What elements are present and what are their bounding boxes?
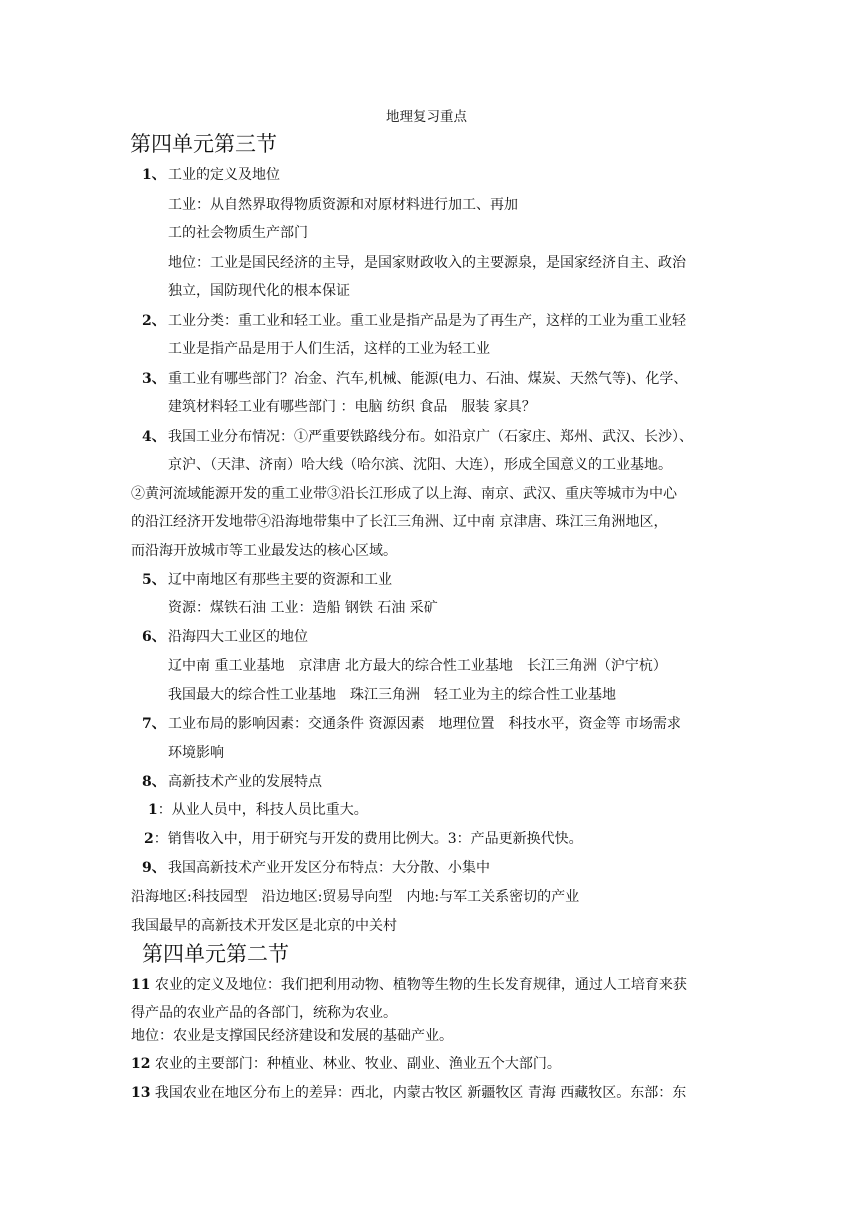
paragraph-line: 工业：从自然界取得物质资源和对原材料进行加工、再加 bbox=[168, 197, 518, 213]
section-heading-2: 第四单元第二节 bbox=[142, 942, 289, 966]
paragraph-line: 地位：农业是支撑国民经济建设和发展的基础产业。 bbox=[131, 1028, 453, 1044]
item-9 bbox=[142, 859, 490, 877]
item-text: 沿海四大工业区的地位 bbox=[168, 629, 308, 645]
sub-item-number: 2 bbox=[144, 831, 154, 847]
item-text: 我国工业分布情况：①严重要铁路线分布。如沿京广（石家庄、郑州、武汉、长沙）、 bbox=[168, 429, 693, 445]
item-12 bbox=[131, 1055, 561, 1073]
item-text: 高新技术产业的发展特点 bbox=[168, 774, 322, 790]
paragraph-line: 京沪、（天津、济南）哈大线（哈尔滨、沈阳、大连），形成全国意义的工业基地。 bbox=[168, 457, 672, 473]
item-text: 工业布局的影响因素：交通条件 资源因素 地理位置 科技水平，资金等 市场需求 bbox=[168, 716, 681, 732]
item-11 bbox=[131, 976, 687, 994]
sub-item-text: ：销售收入中，用于研究与开发的费用比例大。3：产品更新换代快。 bbox=[153, 831, 583, 847]
item-number: 11 bbox=[131, 977, 151, 993]
paragraph-line: 我国最早的高新技术开发区是北京的中关村 bbox=[131, 918, 397, 934]
item-13 bbox=[131, 1084, 686, 1102]
paragraph-line: 的沿江经济开发地带④沿海地带集中了长江三角洲、辽中南 京津唐、珠江三角洲地区， bbox=[131, 514, 668, 530]
sub-item bbox=[148, 801, 368, 819]
item-number: 12 bbox=[131, 1056, 151, 1072]
item-text: 我国高新技术产业开发区分布特点：大分散、小集中 bbox=[168, 860, 490, 876]
item-4 bbox=[142, 428, 693, 446]
item-1 bbox=[142, 166, 280, 184]
item-text: 工业分类：重工业和轻工业。重工业是指产品是为了再生产，这样的工业为重工业轻 bbox=[168, 313, 686, 329]
item-number: 2、 bbox=[142, 313, 166, 329]
paragraph-line: 工业是指产品是用于人们生活，这样的工业为轻工业 bbox=[168, 341, 490, 357]
item-number: 5、 bbox=[142, 572, 166, 588]
paragraph-line: 而沿海开放城市等工业最发达的核心区域。 bbox=[131, 543, 397, 559]
item-number: 3、 bbox=[142, 371, 166, 387]
item-3 bbox=[142, 370, 687, 388]
item-text: 辽中南地区有那些主要的资源和工业 bbox=[168, 572, 392, 588]
paragraph-line: 建筑材料轻工业有哪些部门 ：电脑 纺织 食品 服装 家具？ bbox=[168, 399, 536, 415]
item-number: 6、 bbox=[142, 629, 166, 645]
paragraph-line: 环境影响 bbox=[168, 745, 224, 761]
item-text: 农业的定义及地位：我们把利用动物、植物等生物的生长发育规律，通过人工培育来获 bbox=[150, 977, 687, 993]
sub-item-number: 1 bbox=[148, 802, 158, 818]
item-number: 7、 bbox=[142, 716, 166, 732]
item-number: 4、 bbox=[142, 429, 166, 445]
item-number: 13 bbox=[131, 1085, 151, 1101]
paragraph-line: 地位：工业是国民经济的主导，是国家财政收入的主要源泉，是国家经济自主、政治 bbox=[168, 255, 686, 271]
paragraph-line: 工的社会物质生产部门 bbox=[168, 225, 308, 241]
paragraph-line: ②黄河流域能源开发的重工业带③沿长江形成了以上海、南京、武汉、重庆等城市为中心 bbox=[131, 486, 677, 502]
sub-item-text: ：从业人员中，科技人员比重大。 bbox=[157, 802, 368, 818]
item-number: 8、 bbox=[142, 774, 166, 790]
item-6 bbox=[142, 628, 308, 646]
paragraph-line: 独立，国防现代化的根本保证 bbox=[168, 283, 350, 299]
document-title: 地理复习重点 bbox=[386, 109, 467, 125]
item-text: 我国农业在地区分布上的差异：西北，内蒙古牧区 新疆牧区 青海 西藏牧区。东部：东 bbox=[150, 1085, 687, 1101]
item-5 bbox=[142, 571, 392, 589]
sub-item bbox=[144, 830, 583, 848]
paragraph-line: 我国最大的综合性工业基地 珠江三角洲 轻工业为主的综合性工业基地 bbox=[168, 687, 616, 703]
paragraph-line: 资源：煤铁石油 工业：造船 钢铁 石油 采矿 bbox=[168, 600, 438, 616]
item-number: 9、 bbox=[142, 860, 166, 876]
item-text: 重工业有哪些部门？冶金、汽车,机械、能源(电力、石油、煤炭、天然气等)、化学、 bbox=[168, 371, 688, 387]
item-number: 1、 bbox=[142, 167, 166, 183]
section-heading-1: 第四单元第三节 bbox=[130, 132, 277, 156]
paragraph-line: 沿海地区:科技园型 沿边地区:贸易导向型 内地:与军工关系密切的产业 bbox=[131, 889, 580, 905]
item-text: 农业的主要部门：种植业、林业、牧业、副业、渔业五个大部门。 bbox=[150, 1056, 561, 1072]
paragraph-line: 辽中南 重工业基地 京津唐 北方最大的综合性工业基地 长江三角洲（沪宁杭） bbox=[168, 658, 667, 674]
item-7 bbox=[142, 715, 681, 733]
item-text: 工业的定义及地位 bbox=[168, 167, 280, 183]
item-8 bbox=[142, 773, 322, 791]
item-2 bbox=[142, 312, 686, 330]
paragraph-line: 得产品的农业产品的各部门，统称为农业。 bbox=[131, 1005, 397, 1021]
